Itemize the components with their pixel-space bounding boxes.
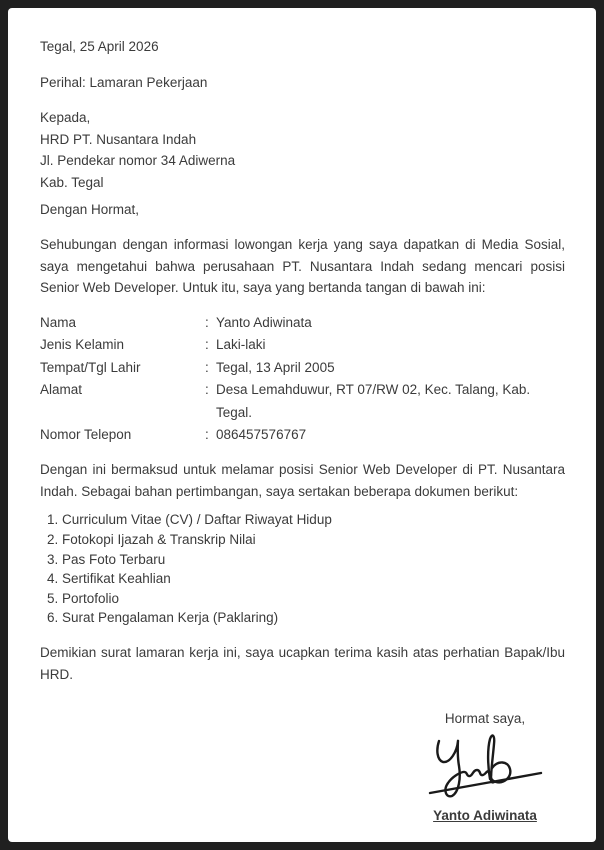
body-paragraph: Dengan ini bermaksud untuk melamar posisi Senior Web Developer di PT. Nusantara Indah. Sebagai bahan pertimbangan, saya sertakan beberapa dokumen berikut:	[40, 462, 565, 499]
subject-line: Perihal: Lamaran Pekerjaan	[40, 75, 208, 90]
personal-data-value: Desa Lemahduwur, RT 07/RW 02, Kec. Talang, Kab. Tegal.	[216, 382, 531, 420]
attachment-item: 2. Fotokopi Ijazah & Transkrip Nilai	[62, 530, 565, 550]
attachment-item: 5. Portofolio	[62, 589, 565, 609]
personal-data-colon: :	[205, 337, 209, 353]
closing-paragraph: Demikian surat lamaran kerja ini, saya ucapkan terima kasih atas perhatian Bapak/Ibu HRD.	[40, 645, 565, 682]
personal-data-label: Tempat/Tgl Lahir	[40, 359, 141, 375]
personal-data-value: Tegal, 13 April 2005	[216, 359, 335, 375]
personal-data-value: 086457576767	[216, 427, 307, 443]
personal-data-colon: :	[205, 382, 209, 398]
personal-data-value: Yanto Adiwinata	[216, 315, 312, 330]
personal-data-row	[40, 357, 565, 379]
personal-data-table	[40, 312, 565, 446]
personal-data-value: Laki-laki	[216, 337, 266, 353]
recipient-block	[40, 107, 565, 193]
signer-name: Yanto Adiwinata	[433, 808, 537, 824]
attachments-list	[40, 510, 565, 628]
recipient-line: Kab. Tegal	[40, 174, 104, 190]
personal-data-colon: :	[205, 427, 209, 443]
personal-data-row	[40, 312, 565, 334]
recipient-heading: Kepada,	[40, 110, 91, 125]
personal-data-row	[40, 379, 565, 424]
letter-page	[8, 8, 596, 842]
recipient-line: HRD PT. Nusantara Indah	[40, 131, 197, 147]
signature-closing: Hormat saya,	[444, 710, 526, 726]
personal-data-row	[40, 334, 565, 356]
recipient-line: Jl. Pendekar nomor 34 Adiwerna	[40, 153, 236, 168]
opening-paragraph: Sehubungan dengan informasi lowongan kerja yang saya dapatkan di Media Sosial, saya mengetahui bahwa perusahaan PT. Nusantara Indah sedang mencari posisi Senior Web Developer. Untuk itu, saya yang bertanda tangan di bawah ini:	[40, 237, 565, 295]
signature-image	[428, 730, 543, 803]
attachment-item: 1. Curriculum Vitae (CV) / Daftar Riwayat Hidup	[62, 510, 565, 530]
signature-block	[405, 708, 565, 827]
personal-data-label: Nomor Telepon	[40, 427, 132, 443]
personal-data-label: Jenis Kelamin	[40, 337, 125, 353]
attachment-item: 4. Sertifikat Keahlian	[62, 569, 565, 589]
recipient-lines	[40, 129, 565, 194]
date-line: Tegal, 25 April 2026	[40, 39, 159, 54]
personal-data-label: Alamat	[40, 382, 83, 398]
attachment-item: 6. Surat Pengalaman Kerja (Paklaring)	[62, 608, 565, 628]
personal-data-row	[40, 424, 565, 446]
personal-data-label: Nama	[40, 315, 77, 330]
greeting: Dengan Hormat,	[40, 202, 140, 217]
attachment-item: 3. Pas Foto Terbaru	[62, 550, 565, 570]
personal-data-colon: :	[205, 315, 209, 330]
personal-data-colon: :	[205, 359, 209, 375]
